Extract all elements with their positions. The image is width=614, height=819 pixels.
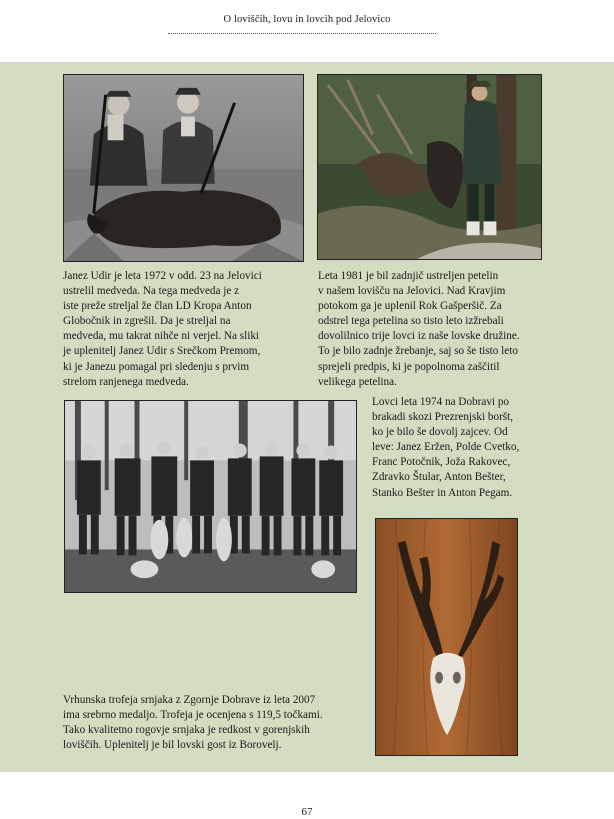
content-panel: [0, 62, 614, 772]
caption-line: strelom ranjenega medveda.: [63, 375, 189, 388]
capercaillie-photo: [317, 74, 542, 260]
caption-line: To je bilo zadnje žrebanje, saj so še tisto leto: [318, 345, 518, 358]
caption-line: Franc Potočnik, Joža Rakovec,: [372, 456, 511, 469]
caption-line: je uplenitelj Janez Udir s Srečkom Premom,: [63, 345, 261, 358]
caption-line: v našem lovišču na Jelovici. Nad Kravjim: [318, 285, 506, 298]
caption-line: leve: Janez Eržen, Polde Cvetko,: [372, 441, 520, 454]
caption-line: ki je Janezu pomagal pri sledenju s prvim: [63, 360, 250, 373]
caption-line: Zdravko Štular, Anton Bešter,: [372, 471, 506, 484]
caption-line: Leta 1981 je bil zadnjič ustreljen petelin: [318, 270, 499, 282]
caption-line: loviščih. Uplenitelj je bil lovski gost iz Borovelj.: [63, 739, 282, 752]
caption-line: iste preže streljal že član LD Kropa Anton: [63, 300, 252, 313]
caption-line: brakadi skozi Prezrenjski boršt,: [372, 411, 514, 424]
caption-line: Tako kvalitetno rogovje srnjaka je redkost v gorenjskih: [63, 724, 310, 737]
caption-line: odstrel tega petelina so tisto leto izžrebali: [318, 315, 504, 328]
caption-line: Globočnik in zgrešil. Da je streljal na: [63, 315, 231, 328]
hunters-caption: [372, 395, 572, 501]
capercaillie-caption: [318, 269, 558, 390]
caption-line: sprejeli predpis, ki je popolnoma zaščitil: [318, 360, 500, 373]
caption-line: medveda, mu takrat nihče ni verjel. Na sliki: [63, 330, 260, 343]
caption-line: potokom ga je uplenil Rok Gašperšič. Za: [318, 300, 502, 313]
caption-line: ima srebrno medaljo. Trofeja je ocenjena s 119,5 točkami.: [63, 709, 323, 722]
bear-hunt-photo: [63, 74, 304, 262]
header-divider: [168, 33, 436, 34]
page-number: 67: [301, 806, 313, 818]
caption-line: ustrelil medveda. Na tega medveda je z: [63, 285, 240, 298]
caption-line: dovolilnico trije lovci iz naše lovske družine.: [318, 330, 520, 343]
caption-line: Lovci leta 1974 na Dobravi po: [372, 396, 510, 408]
caption-line: Janez Udir je leta 1972 v odd. 23 na Jelovici: [63, 270, 262, 282]
roe-deer-trophy-photo: [375, 518, 518, 756]
caption-line: velikega petelina.: [318, 375, 397, 388]
running-header: O loviščih, lovu in lovcih pod Jelovico: [223, 14, 391, 25]
caption-line: Stanko Bešter in Anton Pegam.: [372, 486, 513, 499]
caption-line: Vrhunska trofeja srnjaka z Zgornje Dobrave iz leta 2007: [63, 694, 316, 706]
bear-caption: [63, 269, 308, 390]
hunters-group-photo: [64, 400, 357, 593]
caption-line: ko je bilo še dovolj zajcev. Od: [372, 426, 508, 439]
trophy-caption: [63, 693, 373, 753]
